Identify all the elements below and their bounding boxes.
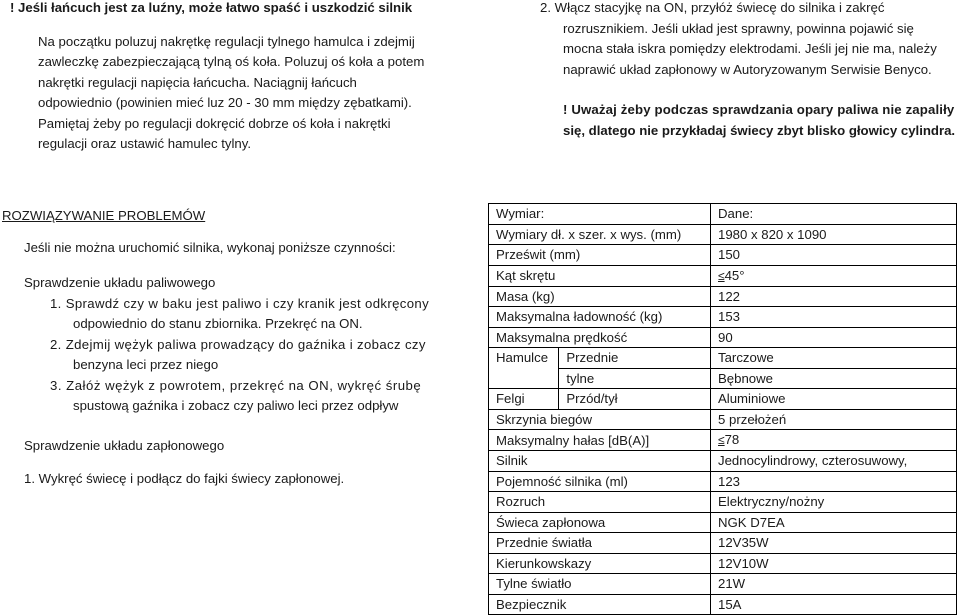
spec-value: Aluminiowe (711, 389, 957, 410)
table-header-row (489, 204, 957, 225)
spec-value: NGK D7EA (711, 512, 957, 533)
table-row (489, 451, 957, 472)
specification-table (488, 203, 957, 615)
chain-section (10, 0, 453, 155)
spec-value: 21W (711, 574, 957, 595)
spec-value: 150 (711, 245, 957, 266)
troubleshooting-intro: Jeśli nie można uruchomić silnika, wykonaj poniższe czynności: (24, 239, 396, 255)
ignition-check-section (540, 0, 960, 141)
table-row (489, 512, 957, 533)
spec-value: Jednocylindrowy, czterosuwowy, (711, 451, 957, 472)
spec-value: 90 (711, 327, 957, 348)
spec-sublabel: Przód/tył (559, 389, 711, 410)
ignition-step-line: rozrusznikiem. Jeśli układ jest sprawny, powinna pojawić się (563, 20, 914, 36)
fuel-step-line: spustową gaźnika i zobacz czy paliwo leci przez odpływ (73, 398, 399, 413)
spec-sublabel: Przednie (559, 348, 711, 369)
spec-label: Bezpiecznik (489, 594, 711, 615)
chain-text-line: Na początku poluzuj nakrętkę regulacji tylnego hamulca i zdejmij (38, 33, 415, 49)
spec-label: Kierunkowskazy (489, 553, 711, 574)
troubleshooting-title: ROZWIĄZYWANIE PROBLEMÓW (2, 208, 206, 223)
spec-label: Prześwit (mm) (489, 245, 711, 266)
spec-value: 5 przełożeń (711, 409, 957, 430)
spec-label: Kąt skrętu (489, 265, 711, 286)
chain-text-line: zawleczkę zabezpieczającą tylną oś koła. Poluzuj oś koła a potem (38, 54, 425, 69)
spec-value: 12V35W (711, 533, 957, 554)
table-row (489, 265, 957, 286)
table-row (489, 533, 957, 554)
table-row (489, 368, 957, 389)
spec-label: Przednie światła (489, 533, 711, 554)
table-row (489, 492, 957, 513)
fuel-step-line: 3. Załóż wężyk z powrotem, przekręć na ON, wykręć śrubę (50, 377, 422, 393)
spec-value: 12V10W (711, 553, 957, 574)
chain-text-line: nakrętki regulacji napięcia łańcucha. Naciągnij łańcuch (38, 74, 357, 90)
spec-label: Świeca zapłonowa (489, 512, 711, 533)
ignition-step-line: naprawić układ zapłonowy w Autoryzowanym Serwisie Benyco. (563, 61, 932, 77)
fuel-step-line: benzyna leci przez niego (73, 357, 219, 372)
less-equal-symbol: ≤ (718, 268, 725, 283)
spec-label: Maksymalna prędkość (489, 327, 711, 348)
spec-label: Masa (kg) (489, 286, 711, 307)
spec-value: 153 (711, 307, 957, 328)
ignition-step-line: 1. Wykręć świecę i podłącz do fajki świecy zapłonowej. (24, 471, 345, 486)
header-cell: Wymiar: (489, 204, 711, 225)
spec-label: Pojemność silnika (ml) (489, 471, 711, 492)
spec-value: Elektryczny/nożny (711, 492, 957, 513)
table-row (489, 286, 957, 307)
spec-label: Tylne światło (489, 574, 711, 595)
table-row (489, 430, 957, 451)
table-row (489, 327, 957, 348)
spec-sublabel: tylne (559, 368, 711, 389)
ignition-step-line: 2. Włącz stacyjkę na ON, przyłóż świecę do silnika i zakręć (540, 0, 885, 15)
spec-label: Maksymalna ładowność (kg) (489, 307, 711, 328)
table-row (489, 307, 957, 328)
table-row (489, 389, 957, 410)
ignition-system-heading: Sprawdzenie układu zapłonowego (24, 437, 225, 453)
chain-warning-heading: ! Jeśli łańcuch jest za luźny, może łatwo spaść i uszkodzić silnik (10, 0, 413, 15)
spec-label: Silnik (489, 451, 711, 472)
table-row (489, 553, 957, 574)
fuel-step-line: 1. Sprawdź czy w baku jest paliwo i czy kranik jest odkręcony (50, 295, 430, 311)
spec-value: Bębnowe (711, 368, 957, 389)
fuel-step-line: odpowiednio do stanu zbiornika. Przekręć na ON. (73, 316, 363, 331)
spec-value: ≤78 (711, 430, 957, 451)
table-row (489, 245, 957, 266)
spec-label: Wymiary dł. x szer. x wys. (mm) (489, 224, 711, 245)
spec-value: 122 (711, 286, 957, 307)
fuel-vapor-warning-line: się, dlatego nie przykładaj świecy zbyt blisko głowicy cylindra. (563, 122, 956, 138)
header-cell: Dane: (711, 204, 957, 225)
table-row (489, 348, 957, 369)
spec-value: 15A (711, 594, 957, 615)
chain-text-line: odpowiednio (powinien mieć luz 20 - 30 mm między zębatkami). (38, 95, 412, 110)
table-row (489, 409, 957, 430)
table-row (489, 224, 957, 245)
brakes-label: Hamulce (489, 348, 559, 389)
ignition-step-line: mocna stała iskra pomiędzy elektrodami. Jeśli jej nie ma, należy (563, 41, 937, 56)
spec-value: 123 (711, 471, 957, 492)
fuel-system-heading: Sprawdzenie układu paliwowego (24, 275, 216, 290)
rims-label: Felgi (489, 389, 559, 410)
table-row (489, 471, 957, 492)
table-row (489, 574, 957, 595)
fuel-step-line: 2. Zdejmij wężyk paliwa prowadzący do gaźnika i zobacz czy (50, 336, 426, 352)
spec-value: 1980 x 820 x 1090 (711, 224, 957, 245)
spec-label: Maksymalny hałas [dB(A)] (489, 430, 711, 451)
spec-value: Tarczowe (711, 348, 957, 369)
less-equal-symbol: ≤ (718, 433, 725, 447)
troubleshooting-section (2, 206, 452, 490)
spec-value: ≤45° (711, 265, 957, 286)
chain-text-line: regulacji oraz ustawić hamulec tylny. (38, 136, 252, 151)
table-row (489, 594, 957, 615)
fuel-vapor-warning-line: ! Uważaj żeby podczas sprawdzania opary paliwa nie zapaliły (563, 102, 955, 117)
chain-text-line: Pamiętaj żeby po regulacji dokręcić dobrze oś koła i nakrętki (38, 115, 391, 131)
spec-label: Skrzynia biegów (489, 409, 711, 430)
spec-label: Rozruch (489, 492, 711, 513)
